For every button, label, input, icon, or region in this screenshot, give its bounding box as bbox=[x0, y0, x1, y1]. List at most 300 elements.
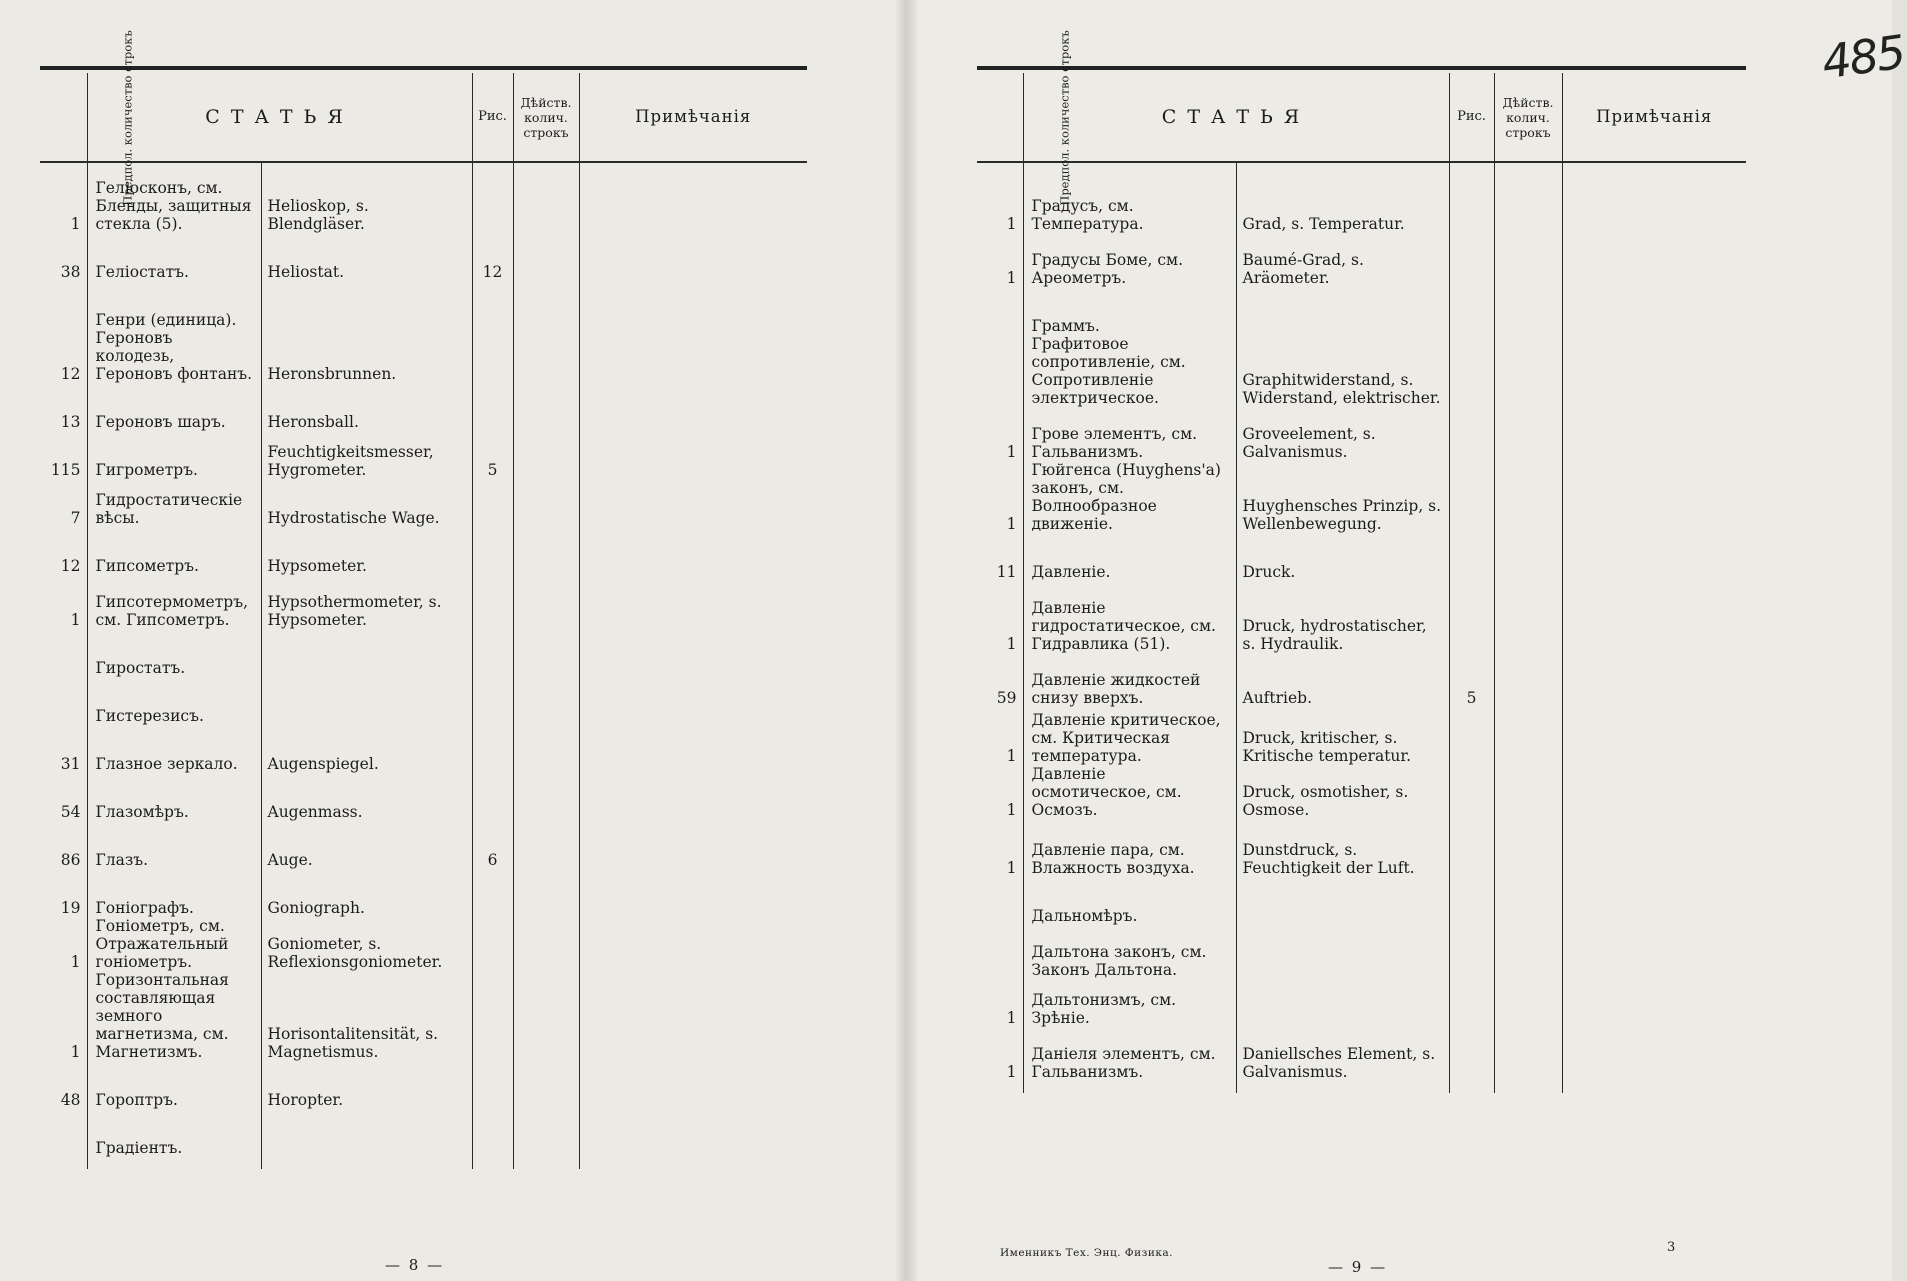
entry-count-text: 1 bbox=[70, 215, 81, 233]
entry-notes bbox=[1562, 979, 1746, 1027]
entry-notes bbox=[579, 329, 807, 383]
entry-notes bbox=[579, 971, 807, 1061]
table-row bbox=[40, 179, 807, 233]
entry-german-text: Horisontalitensität, s. Magnetismus. bbox=[267, 1025, 439, 1061]
entry-count bbox=[977, 979, 1023, 1027]
entry-russian-text: Геліостатъ. bbox=[95, 263, 189, 281]
table-row bbox=[977, 819, 1746, 877]
entry-actual-lines bbox=[513, 1109, 579, 1157]
entry-german-text: Druck, hydrostatischer, s. Hydraulik. bbox=[1242, 617, 1427, 653]
entry-count bbox=[977, 179, 1023, 233]
entry-count-text: 31 bbox=[60, 755, 81, 773]
table-row bbox=[40, 527, 807, 575]
table-row bbox=[40, 629, 807, 677]
entry-german bbox=[1236, 653, 1449, 707]
entry-count-text: 19 bbox=[60, 899, 81, 917]
entry-russian bbox=[1023, 877, 1236, 925]
entry-count-text: 7 bbox=[70, 509, 81, 527]
entry-german bbox=[261, 1109, 472, 1157]
entry-russian-text: Графитовое сопротивленіе, см. Сопротивленіе электрическое. bbox=[1031, 335, 1186, 407]
entry-figures bbox=[1449, 979, 1494, 1027]
table-row bbox=[40, 575, 807, 629]
entry-russian-text: Дальтона законъ, см. Законъ Дальтона. bbox=[1031, 943, 1207, 979]
entry-actual-lines bbox=[1494, 819, 1562, 877]
entry-count bbox=[40, 329, 87, 383]
entry-figures bbox=[472, 179, 513, 233]
entry-figures bbox=[472, 917, 513, 971]
entry-russian-text: Давленіе гидростатическое, см. Гидравлика (51). bbox=[1031, 599, 1216, 653]
entry-count-text: 12 bbox=[60, 365, 81, 383]
table-row bbox=[40, 869, 807, 917]
entry-count-text: 13 bbox=[60, 413, 81, 431]
entry-figures bbox=[472, 479, 513, 527]
entry-german-text: Druck. bbox=[1242, 563, 1296, 581]
entry-german bbox=[1236, 461, 1449, 533]
entry-german bbox=[1236, 1027, 1449, 1081]
header-actual-lines: Дѣйств. колич. строкъ bbox=[513, 73, 579, 162]
entry-russian bbox=[87, 1061, 261, 1109]
entry-figures bbox=[1449, 653, 1494, 707]
entry-german bbox=[1236, 765, 1449, 819]
table-row bbox=[977, 925, 1746, 979]
entry-notes bbox=[1562, 287, 1746, 335]
entry-russian-text: Давленіе жидкостей снизу вверхъ. bbox=[1031, 671, 1201, 707]
table-header-row bbox=[977, 73, 1746, 162]
entry-german bbox=[261, 329, 472, 383]
entry-count-text: 38 bbox=[60, 263, 81, 281]
table-row bbox=[977, 233, 1746, 287]
entry-figures bbox=[472, 971, 513, 1061]
entry-actual-lines bbox=[513, 329, 579, 383]
entry-actual-lines bbox=[1494, 335, 1562, 407]
entry-notes bbox=[1562, 407, 1746, 461]
entry-russian bbox=[1023, 335, 1236, 407]
entry-notes bbox=[579, 677, 807, 725]
footer-imprint: Именникъ Тех. Энц. Физика. bbox=[1000, 1247, 1173, 1259]
entry-russian-text: Гоніографъ. bbox=[95, 899, 194, 917]
entry-russian bbox=[1023, 819, 1236, 877]
table-row bbox=[977, 653, 1746, 707]
entry-russian-text: Гигрометръ. bbox=[95, 461, 198, 479]
entry-russian bbox=[1023, 765, 1236, 819]
entry-count-text: 1 bbox=[1006, 801, 1017, 819]
entry-count-text: 115 bbox=[50, 461, 81, 479]
entry-actual-lines bbox=[513, 869, 579, 917]
entry-russian bbox=[87, 527, 261, 575]
entry-russian-text: Глазомѣръ. bbox=[95, 803, 189, 821]
entry-actual-lines bbox=[513, 917, 579, 971]
entry-actual-lines bbox=[1494, 407, 1562, 461]
entry-actual-lines bbox=[1494, 1027, 1562, 1081]
table-row bbox=[40, 1061, 807, 1109]
entry-russian-text: Граммъ. bbox=[1031, 317, 1100, 335]
entry-count bbox=[977, 877, 1023, 925]
entry-german-text: Goniometer, s. Reflexionsgoniometer. bbox=[267, 935, 443, 971]
entry-figures-text: 6 bbox=[487, 851, 498, 869]
entry-german-text: Goniograph. bbox=[267, 899, 365, 917]
table-row bbox=[977, 707, 1746, 765]
entry-german bbox=[1236, 707, 1449, 765]
entry-german bbox=[1236, 287, 1449, 335]
entry-figures bbox=[472, 1061, 513, 1109]
entry-actual-lines bbox=[1494, 979, 1562, 1027]
entry-russian-text: Глазъ. bbox=[95, 851, 149, 869]
table-header-row bbox=[40, 73, 807, 162]
entry-count-text: 1 bbox=[1006, 515, 1017, 533]
entry-german bbox=[261, 725, 472, 773]
entry-figures bbox=[1449, 407, 1494, 461]
entry-actual-lines bbox=[513, 725, 579, 773]
entry-count bbox=[977, 533, 1023, 581]
table-row bbox=[40, 725, 807, 773]
entry-count bbox=[977, 287, 1023, 335]
entry-russian-text: Гидростатическіе вѣсы. bbox=[95, 491, 243, 527]
entry-count-text: 1 bbox=[70, 1043, 81, 1061]
entry-german-text: Druck, kritischer, s. Kritische temperatur. bbox=[1242, 729, 1412, 765]
table-row bbox=[977, 533, 1746, 581]
entries-right bbox=[977, 162, 1746, 1093]
entry-russian bbox=[87, 1109, 261, 1157]
entry-figures bbox=[472, 725, 513, 773]
entry-german bbox=[1236, 407, 1449, 461]
entry-russian bbox=[1023, 707, 1236, 765]
entry-russian bbox=[87, 179, 261, 233]
entry-figures bbox=[472, 527, 513, 575]
entry-count bbox=[40, 527, 87, 575]
entry-actual-lines bbox=[513, 179, 579, 233]
entry-russian-text: Гороптръ. bbox=[95, 1091, 178, 1109]
entry-actual-lines bbox=[513, 233, 579, 281]
entry-german bbox=[261, 1061, 472, 1109]
entry-russian bbox=[1023, 179, 1236, 233]
entry-russian bbox=[87, 821, 261, 869]
entry-count bbox=[40, 1109, 87, 1157]
entry-count bbox=[40, 773, 87, 821]
entry-count bbox=[40, 869, 87, 917]
entry-german-text: Huyghensches Prinzip, s. Wellenbewegung. bbox=[1242, 497, 1442, 533]
entry-actual-lines bbox=[1494, 925, 1562, 979]
entry-german-text: Heliostat. bbox=[267, 263, 345, 281]
header-figures: Рис. bbox=[1449, 73, 1494, 162]
header-notes: Примѣчанія bbox=[579, 73, 807, 162]
entry-count-text: 1 bbox=[1006, 747, 1017, 765]
entry-german bbox=[261, 431, 472, 479]
entry-actual-lines bbox=[513, 971, 579, 1061]
table-row bbox=[977, 335, 1746, 407]
entry-russian-text: Гоніометръ, см. Отражательный гоніометръ. bbox=[95, 917, 229, 971]
entry-count bbox=[977, 925, 1023, 979]
entry-count bbox=[40, 821, 87, 869]
entry-count-text: 1 bbox=[1006, 215, 1017, 233]
entry-figures bbox=[472, 1109, 513, 1157]
entry-actual-lines bbox=[1494, 233, 1562, 287]
entry-russian bbox=[87, 917, 261, 971]
entry-count-text: 48 bbox=[60, 1091, 81, 1109]
entry-count bbox=[977, 233, 1023, 287]
entry-count bbox=[977, 819, 1023, 877]
entry-actual-lines bbox=[513, 677, 579, 725]
table-row bbox=[40, 383, 807, 431]
entry-russian bbox=[87, 773, 261, 821]
entry-german bbox=[1236, 979, 1449, 1027]
entry-figures bbox=[472, 821, 513, 869]
entry-german bbox=[261, 233, 472, 281]
table-row bbox=[40, 821, 807, 869]
entry-notes bbox=[579, 773, 807, 821]
entry-count bbox=[40, 281, 87, 329]
book-gutter bbox=[895, 0, 919, 1281]
entry-german-text: Helioskop, s. Blendgläser. bbox=[267, 197, 369, 233]
entry-russian bbox=[87, 233, 261, 281]
entry-german-text: Graphitwiderstand, s. Widerstand, elektrischer. bbox=[1242, 371, 1441, 407]
entry-russian bbox=[1023, 1027, 1236, 1081]
entry-count bbox=[977, 581, 1023, 653]
entries-left bbox=[40, 162, 807, 1169]
entry-figures bbox=[472, 575, 513, 629]
entry-actual-lines bbox=[1494, 877, 1562, 925]
entry-german bbox=[261, 479, 472, 527]
entry-german bbox=[261, 869, 472, 917]
entry-russian-text: Геліосконъ, см. Бленды, защитныя стекла (5). bbox=[95, 179, 252, 233]
entry-russian bbox=[1023, 533, 1236, 581]
entry-actual-lines bbox=[1494, 581, 1562, 653]
entry-notes bbox=[1562, 533, 1746, 581]
entry-russian-text: Героновъ шаръ. bbox=[95, 413, 226, 431]
entry-russian-text: Дальномѣръ. bbox=[1031, 907, 1138, 925]
entry-count bbox=[40, 629, 87, 677]
entry-notes bbox=[1562, 707, 1746, 765]
entry-russian bbox=[1023, 653, 1236, 707]
entry-russian bbox=[87, 479, 261, 527]
table-row bbox=[40, 971, 807, 1061]
entry-russian bbox=[1023, 979, 1236, 1027]
entry-german-text: Dunstdruck, s. Feuchtigkeit der Luft. bbox=[1242, 841, 1415, 877]
table-row bbox=[40, 233, 807, 281]
table-row bbox=[977, 287, 1746, 335]
entry-german-text: Hypsometer. bbox=[267, 557, 367, 575]
entry-russian-text: Гипсотермометръ, см. Гипсометръ. bbox=[95, 593, 249, 629]
entry-figures bbox=[472, 281, 513, 329]
entry-german bbox=[1236, 819, 1449, 877]
entry-notes bbox=[1562, 877, 1746, 925]
entry-russian bbox=[1023, 407, 1236, 461]
entry-count-text: 54 bbox=[60, 803, 81, 821]
entry-notes bbox=[1562, 819, 1746, 877]
header-notes: Примѣчанія bbox=[1562, 73, 1746, 162]
entry-figures bbox=[472, 383, 513, 431]
entry-figures-text: 12 bbox=[482, 263, 503, 281]
handwritten-page-number: 485 bbox=[1818, 24, 1907, 90]
entry-russian bbox=[1023, 461, 1236, 533]
entry-notes bbox=[579, 629, 807, 677]
table-row bbox=[977, 407, 1746, 461]
entry-russian bbox=[87, 629, 261, 677]
entry-figures bbox=[1449, 925, 1494, 979]
entry-actual-lines bbox=[1494, 653, 1562, 707]
page-number-left: — 8 — bbox=[385, 1256, 445, 1274]
entry-actual-lines bbox=[513, 575, 579, 629]
entry-russian-text: Глазное зеркало. bbox=[95, 755, 238, 773]
entry-count-text: 86 bbox=[60, 851, 81, 869]
entry-actual-lines bbox=[1494, 707, 1562, 765]
entry-notes bbox=[579, 479, 807, 527]
entry-german-text: Auge. bbox=[267, 851, 313, 869]
entry-russian bbox=[87, 575, 261, 629]
entry-count bbox=[40, 179, 87, 233]
entry-count-text: 1 bbox=[1006, 1009, 1017, 1027]
table-row bbox=[977, 1027, 1746, 1081]
entry-notes bbox=[579, 821, 807, 869]
entry-notes bbox=[1562, 461, 1746, 533]
entry-actual-lines bbox=[513, 383, 579, 431]
entry-figures bbox=[1449, 707, 1494, 765]
table-row bbox=[40, 917, 807, 971]
entry-russian bbox=[87, 281, 261, 329]
entry-count bbox=[977, 335, 1023, 407]
entry-count bbox=[40, 383, 87, 431]
header-actual-lines: Дѣйств. колич. строкъ bbox=[1494, 73, 1562, 162]
entry-figures bbox=[1449, 765, 1494, 819]
table-row bbox=[977, 581, 1746, 653]
table-row bbox=[40, 677, 807, 725]
header-article: СТАТЬЯ bbox=[1023, 73, 1449, 162]
page-number-right: — 9 — bbox=[1328, 1258, 1388, 1276]
entry-figures bbox=[1449, 461, 1494, 533]
entry-figures bbox=[1449, 179, 1494, 233]
table-row bbox=[40, 479, 807, 527]
entry-notes bbox=[1562, 1027, 1746, 1081]
entry-actual-lines bbox=[1494, 461, 1562, 533]
table-row bbox=[977, 979, 1746, 1027]
entry-russian-text: Гюйгенса (Huyghens'a) законъ, см. Волнообразное движеніе. bbox=[1031, 461, 1221, 533]
entry-notes bbox=[579, 431, 807, 479]
entry-russian-text: Градіентъ. bbox=[95, 1139, 183, 1157]
entry-russian bbox=[87, 329, 261, 383]
entry-figures bbox=[1449, 533, 1494, 581]
entry-figures bbox=[1449, 233, 1494, 287]
entry-notes bbox=[579, 917, 807, 971]
table-row bbox=[40, 1109, 807, 1157]
entry-actual-lines bbox=[1494, 287, 1562, 335]
entry-russian bbox=[87, 971, 261, 1061]
entry-german bbox=[261, 281, 472, 329]
entry-figures bbox=[1449, 287, 1494, 335]
entry-russian-text: Генри (единица). bbox=[95, 311, 237, 329]
entry-figures bbox=[472, 869, 513, 917]
entry-german bbox=[261, 179, 472, 233]
entry-actual-lines bbox=[1494, 179, 1562, 233]
entry-german-text: Feuchtigkeitsmesser, Hygrometer. bbox=[267, 443, 434, 479]
entry-count bbox=[40, 431, 87, 479]
entry-russian-text: Грове элементъ, см. Гальванизмъ. bbox=[1031, 425, 1198, 461]
entry-german bbox=[1236, 877, 1449, 925]
entry-figures bbox=[1449, 335, 1494, 407]
entry-russian-text: Гистерезисъ. bbox=[95, 707, 204, 725]
entry-russian-text: Гипсометръ. bbox=[95, 557, 199, 575]
table-row bbox=[40, 329, 807, 383]
table-row bbox=[40, 431, 807, 479]
entry-count-text: 11 bbox=[996, 563, 1017, 581]
entry-notes bbox=[579, 725, 807, 773]
entry-actual-lines bbox=[513, 479, 579, 527]
entry-german bbox=[261, 773, 472, 821]
entry-count bbox=[977, 707, 1023, 765]
entry-count-text: 1 bbox=[1006, 859, 1017, 877]
entry-count-text: 1 bbox=[1006, 635, 1017, 653]
entry-german bbox=[261, 527, 472, 575]
entry-german-text: Horopter. bbox=[267, 1091, 344, 1109]
entry-notes bbox=[579, 1109, 807, 1157]
header-count: Предпол. количество строкъ bbox=[977, 73, 1023, 162]
entry-figures-text: 5 bbox=[487, 461, 498, 479]
entry-notes bbox=[1562, 179, 1746, 233]
entry-german bbox=[261, 917, 472, 971]
entry-russian bbox=[1023, 233, 1236, 287]
entry-german bbox=[261, 971, 472, 1061]
entry-count bbox=[40, 1061, 87, 1109]
entry-count-text: 1 bbox=[1006, 443, 1017, 461]
entry-figures bbox=[472, 431, 513, 479]
entry-actual-lines bbox=[513, 527, 579, 575]
entry-german-text: Hypsothermometer, s. Hypsometer. bbox=[267, 593, 442, 629]
entry-count bbox=[40, 479, 87, 527]
entry-notes bbox=[1562, 335, 1746, 407]
entry-russian bbox=[87, 383, 261, 431]
entry-notes bbox=[1562, 653, 1746, 707]
header-count: Предпол. количество строкъ bbox=[40, 73, 87, 162]
table-row bbox=[977, 877, 1746, 925]
header-figures: Рис. bbox=[472, 73, 513, 162]
entry-german bbox=[1236, 533, 1449, 581]
entry-count-text: 59 bbox=[996, 689, 1017, 707]
entry-count-text: 1 bbox=[1006, 1063, 1017, 1081]
entry-russian bbox=[1023, 581, 1236, 653]
entry-count-text: 12 bbox=[60, 557, 81, 575]
entry-figures bbox=[1449, 581, 1494, 653]
entry-count-text: 1 bbox=[70, 953, 81, 971]
entry-german bbox=[1236, 179, 1449, 233]
entry-german-text: Heronsball. bbox=[267, 413, 359, 431]
entry-german-text: Druck, osmotisher, s. Osmose. bbox=[1242, 783, 1409, 819]
entry-count bbox=[40, 233, 87, 281]
entry-german-text: Grad, s. Temperatur. bbox=[1242, 215, 1405, 233]
table-row bbox=[977, 461, 1746, 533]
entry-german-text: Auftrieb. bbox=[1242, 689, 1313, 707]
entry-figures bbox=[1449, 877, 1494, 925]
entry-german bbox=[1236, 335, 1449, 407]
entry-german bbox=[261, 575, 472, 629]
entry-notes bbox=[579, 281, 807, 329]
signature-mark: 3 bbox=[1667, 1240, 1676, 1255]
entry-notes bbox=[1562, 765, 1746, 819]
table-row bbox=[40, 773, 807, 821]
entry-notes bbox=[579, 179, 807, 233]
entry-notes bbox=[579, 527, 807, 575]
entry-actual-lines bbox=[513, 1061, 579, 1109]
entry-russian-text: Горизонтальная составляющая земного магнетизма, см. Магнетизмъ. bbox=[95, 971, 229, 1061]
register-table-right bbox=[977, 30, 1746, 1093]
entry-russian-text: Градусъ, см. Температура. bbox=[1031, 197, 1144, 233]
entry-notes bbox=[579, 383, 807, 431]
entry-russian bbox=[87, 431, 261, 479]
table-row bbox=[40, 281, 807, 329]
entry-notes bbox=[579, 233, 807, 281]
entry-count bbox=[977, 1027, 1023, 1081]
entry-count bbox=[977, 461, 1023, 533]
entry-german-text: Hydrostatische Wage. bbox=[267, 509, 440, 527]
entry-count bbox=[40, 725, 87, 773]
entry-german-text: Groveelement, s. Galvanismus. bbox=[1242, 425, 1376, 461]
